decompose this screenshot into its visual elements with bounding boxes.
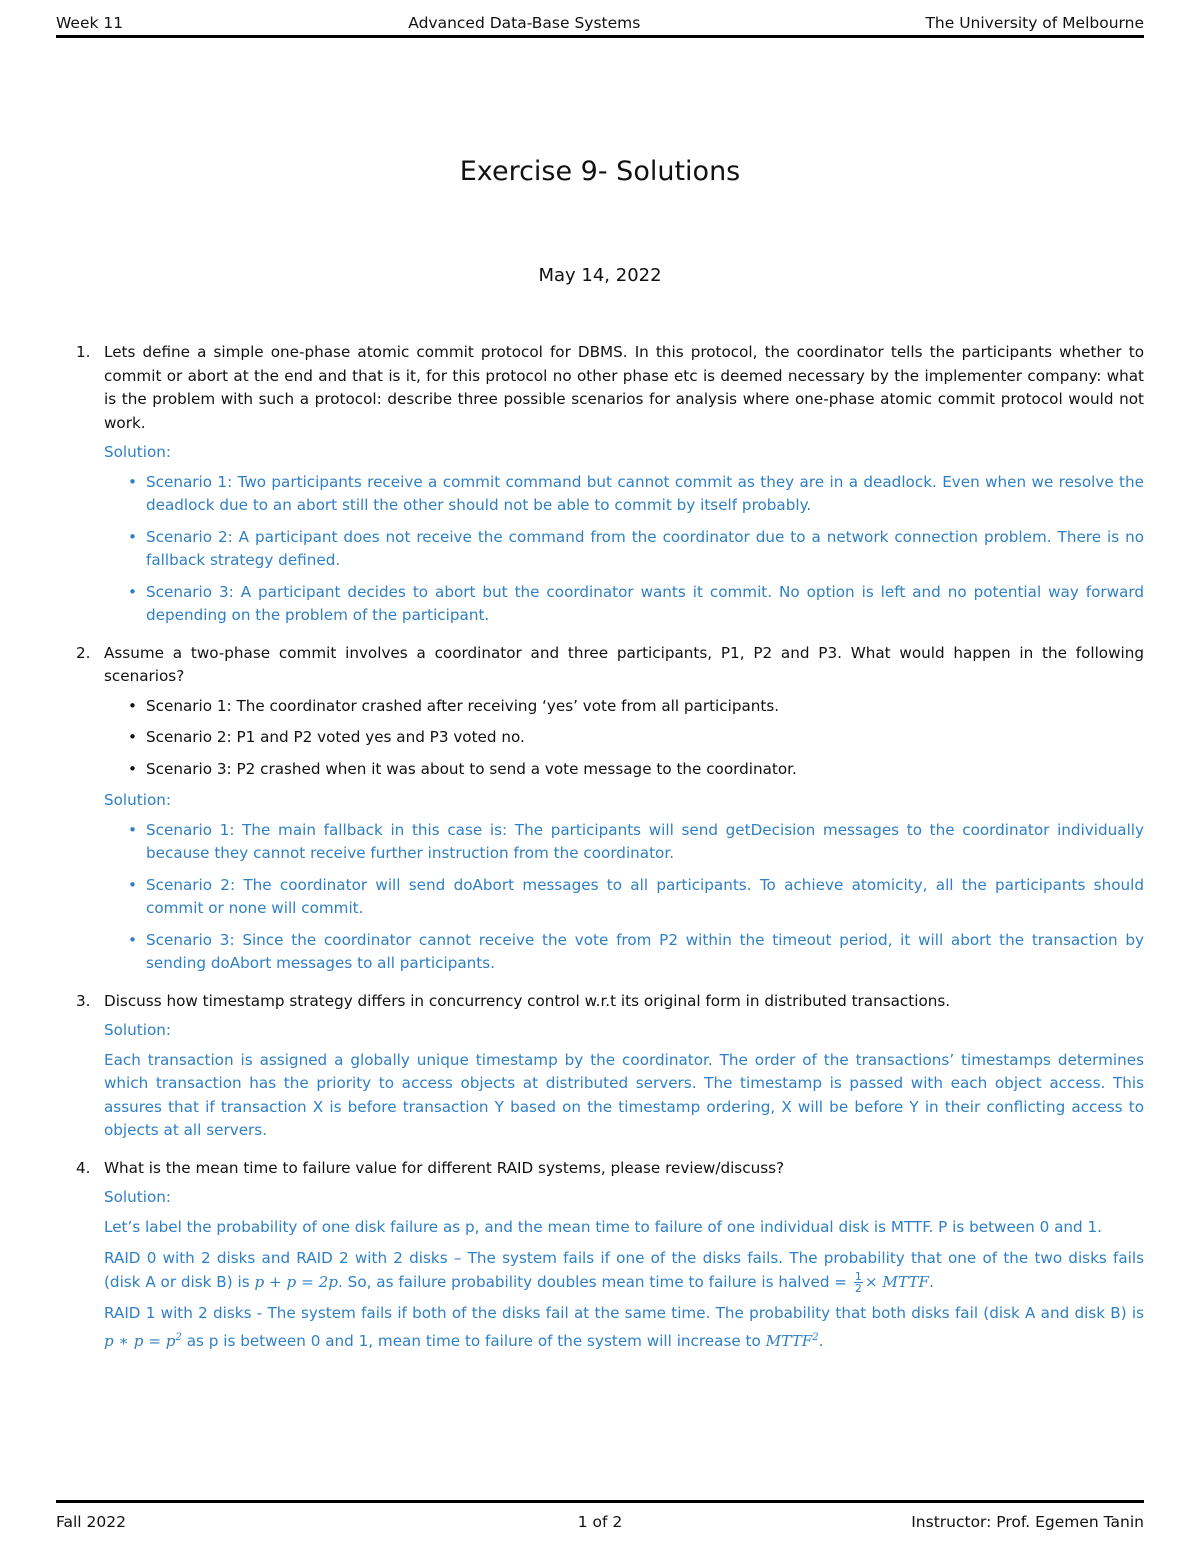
bullet-icon: • <box>128 820 137 839</box>
solution-list <box>104 471 1144 628</box>
question-2 <box>56 642 1144 976</box>
solution-paragraph: Each transaction is assigned a globally unique timestamp by the coordinator. The order of the transactions’ timestamps determines which transaction has the priority to access objects at distributed servers. The timestamp is passed with each object access. This assures that if transaction X is before transaction Y based on the timestamp ordering, X will be before Y in their conflicting access to objects at all servers. <box>104 1050 1144 1139</box>
solution-item: • Scenario 2: The coordinator will send doAbort messages to all participants. To achieve atomicity, all the participants should commit or none will commit. <box>128 875 1144 917</box>
question-4 <box>56 1157 1144 1354</box>
question-number: 3. <box>76 991 91 1010</box>
scenario-item: • Scenario 2: P1 and P2 voted yes and P3 voted no. <box>104 726 1144 750</box>
solution-paragraph-raid1: RAID 1 with 2 disks - The system fails if both of the disks fail at the same time. The probability that both disks fail (disk A and disk B) is p ∗ $p = p^2$ as p is between 0 and 1, mean time to failure of the system will increase to MTTF$^2$. <box>104 1304 1144 1350</box>
bullet-icon: • <box>128 875 137 894</box>
bullet-icon: • <box>128 930 137 949</box>
bullet-icon: • <box>128 472 137 491</box>
solution-item: • Scenario 2: A participant does not receive the command from the coordinator due to a network connection problem. There is no fallback strategy defined. <box>128 527 1144 569</box>
header-rule <box>56 35 1144 38</box>
header-week: Week 11 <box>56 14 124 32</box>
page-footer <box>56 1510 1144 1534</box>
page-date: May 14, 2022 <box>538 265 662 286</box>
solution-list <box>104 819 1144 976</box>
question-text: Discuss how timestamp strategy differs in concurrency control w.r.t its original form in distributed transactions. <box>104 991 951 1010</box>
math-expression: × MTTF <box>864 1272 930 1291</box>
math-expression: p + p = 2p <box>254 1272 339 1291</box>
question-text: Lets define a simple one-phase atomic commit protocol for DBMS. In this protocol, the coordinator tells the participants whether to commit or abort at the end and that is it, for this protocol no other phase etc is deemed necessary by the implementer company: what is the problem with such a protocol: describe three possible scenarios for analysis where one-phase atomic commit protocol would not work. <box>104 343 1144 432</box>
header-course: Advanced Data-Base Systems <box>408 14 641 32</box>
solution-heading: Solution: <box>104 1021 171 1039</box>
math-expression: p ∗ p = p <box>104 1331 176 1350</box>
question-1 <box>56 341 1144 628</box>
bullet-icon: • <box>128 696 137 715</box>
question-text: Assume a two-phase commit involves a coordinator and three participants, P1, P2 and P3. What would happen in the following scenarios? <box>104 643 1144 685</box>
question-number: 4. <box>76 1158 91 1177</box>
bullet-icon: • <box>128 527 137 546</box>
solution-heading: Solution: <box>104 791 171 809</box>
solution-paragraph: Let’s label the probability of one disk failure as p, and the mean time to failure of one individual disk is MTTF. P is between 0 and 1. <box>104 1217 1103 1236</box>
solution-item: • Scenario 1: The main fallback in this case is: The participants will send getDecision messages to the coordinator individually because they cannot receive further instruction from the coordinator. <box>128 820 1144 862</box>
math-expression: MTTF <box>765 1331 813 1350</box>
question-3 <box>56 990 1144 1143</box>
fraction: $\frac{1}{2}$ <box>854 1269 862 1295</box>
page-number: 1 of 2 <box>577 1513 623 1531</box>
scenario-item: • Scenario 3: P2 crashed when it was about to send a vote message to the coordinator. <box>104 758 1144 782</box>
bullet-icon: • <box>128 582 137 601</box>
document-body <box>56 341 1144 1367</box>
footer-instructor: Instructor: Prof. Egemen Tanin <box>911 1513 1144 1531</box>
solution-heading: Solution: <box>104 443 171 461</box>
footer-term: Fall 2022 <box>56 1513 126 1531</box>
solution-item: • Scenario 3: A participant decides to abort but the coordinator wants it commit. No option is left and no potential way forward depending on the problem of the participant. <box>128 582 1144 624</box>
footer-rule <box>56 1500 1144 1503</box>
scenario-item: • Scenario 1: The coordinator crashed after receiving ‘yes’ vote from all participants. <box>104 695 1144 719</box>
solution-heading: Solution: <box>104 1188 171 1206</box>
bullet-icon: • <box>128 728 137 746</box>
solution-paragraph-raid0: RAID 0 with 2 disks and RAID 2 with 2 disks – The system fails if one of the disks fails. The probability that one of the two disks fails (disk A or disk B) is p + p = 2p. So, as failure probability doubles mean time to failure is halved = $\frac{1}{2}$ × MTTF. <box>104 1249 1144 1295</box>
solution-item: • Scenario 3: Since the coordinator cannot receive the vote from P2 within the timeout period, it will abort the transaction by sending doAbort messages to all participants. <box>128 930 1144 972</box>
scenario-list <box>104 695 1144 782</box>
header-university: The University of Melbourne <box>925 14 1144 32</box>
page-title: Exercise 9- Solutions <box>459 156 741 187</box>
page-header <box>56 8 1144 32</box>
question-number: 1. <box>76 343 91 361</box>
question-text: What is the mean time to failure value for different RAID systems, please review/discuss? <box>104 1158 785 1177</box>
question-list <box>56 341 1144 1353</box>
question-number: 2. <box>76 643 91 662</box>
bullet-icon: • <box>128 759 137 778</box>
solution-item: • Scenario 1: Two participants receive a commit command but cannot commit as they are in a deadlock. Even when we resolve the deadlock due to an abort still the other should not be able to commit by itself probably. <box>128 472 1144 514</box>
